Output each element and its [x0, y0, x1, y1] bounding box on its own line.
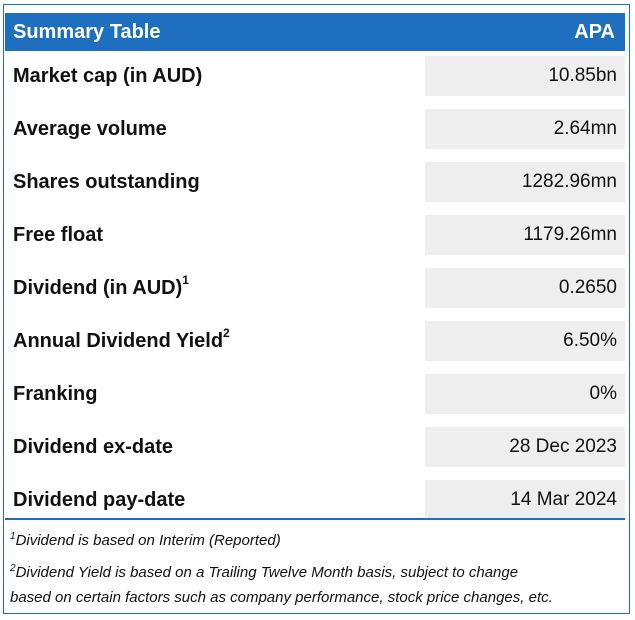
table-header	[5, 13, 625, 51]
table-divider	[5, 518, 625, 520]
table-row	[5, 480, 625, 520]
row-value: 28 Dec 2023	[425, 427, 625, 467]
footnote-ref: 1	[182, 273, 189, 288]
row-label: Annual Dividend Yield$^2$	[5, 321, 421, 361]
footnote-2: $^2$Dividend Yield is based on a Trailing Twelve Month basis, subject to change	[10, 563, 519, 581]
footnote-1: $^1$Dividend is based on Interim (Reported)	[10, 531, 281, 549]
row-value: 0%	[425, 374, 625, 414]
row-label: Dividend ex-date	[5, 427, 421, 467]
table-row	[5, 268, 625, 308]
footnote-2-continued: based on certain factors such as company performance, stock price changes, etc.	[10, 589, 553, 606]
table-row	[5, 427, 625, 467]
row-value: 1179.26mn	[425, 215, 625, 255]
table-row	[5, 374, 625, 414]
table-row	[5, 215, 625, 255]
row-label: Dividend pay-date	[5, 480, 421, 520]
row-label: Dividend (in AUD)$^1$	[5, 268, 421, 308]
row-label: Shares outstanding	[5, 162, 421, 202]
table-row	[5, 109, 625, 149]
table-row	[5, 56, 625, 96]
row-label: Free float	[5, 215, 421, 255]
row-value: 1282.96mn	[425, 162, 625, 202]
row-value: 2.64mn	[425, 109, 625, 149]
table-title: Summary Table	[13, 21, 161, 43]
ticker-symbol: APA	[574, 21, 615, 43]
row-value: 0.2650	[425, 268, 625, 308]
table-row	[5, 162, 625, 202]
table-row	[5, 321, 625, 361]
row-label: Market cap (in AUD)	[5, 56, 421, 96]
row-label: Average volume	[5, 109, 421, 149]
row-value: 6.50%	[425, 321, 625, 361]
row-value: 10.85bn	[425, 56, 625, 96]
row-value: 14 Mar 2024	[425, 480, 625, 520]
footnote-ref: 2	[223, 326, 230, 341]
row-label: Franking	[5, 374, 421, 414]
